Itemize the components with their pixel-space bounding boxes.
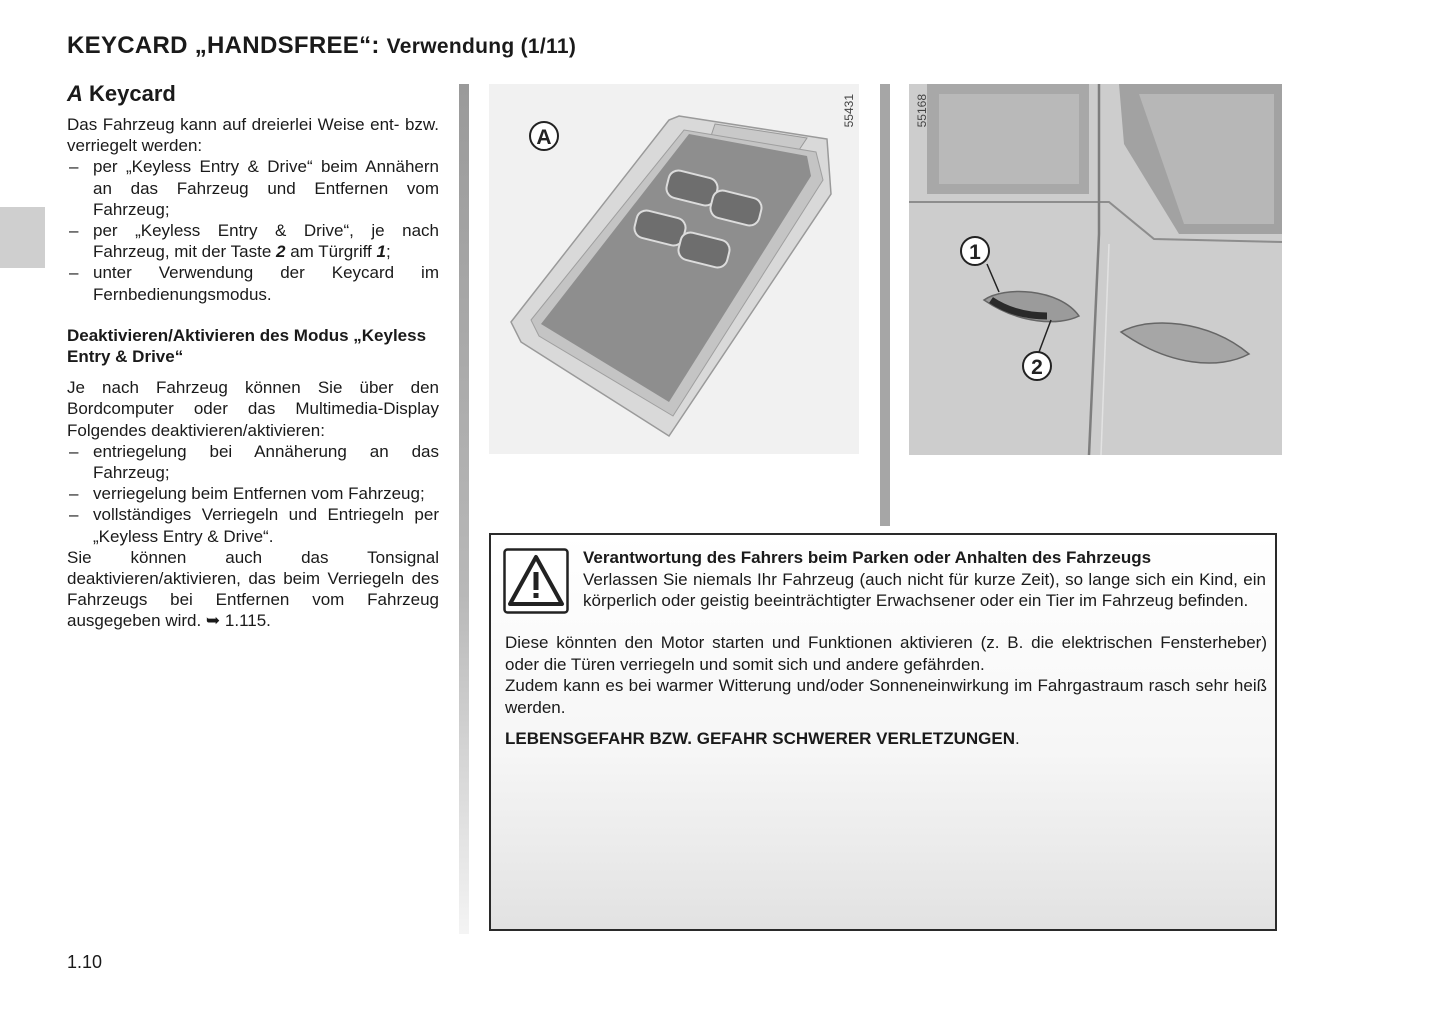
page-number: 1.10 [67,952,103,972]
figure-label: A [536,126,552,149]
chapter-tab [0,207,45,268]
method-text: per „Keyless Entry & Drive“, je nach Fahrzeug, mit der Taste [93,221,439,262]
keycard-figure [489,84,859,454]
callout-button: 2 [1031,356,1043,379]
warning-title: Verantwortung des Fahrers beim Parken oder Anhalten des Fahrzeugs [583,548,1152,567]
warning-lead: Verlassen Sie niemals Ihr Fahrzeug (auch nicht für kurze Zeit), so lange sich ein Kind, ein körperlich oder geistig beeinträchtigter Erwachsener oder ein Tier im Fahrzeug befinden. [583,569,1266,610]
method-item: – unter Verwendung der Keycard im Fernbedienungsmodus. [67,262,439,304]
options-list [67,441,439,547]
method-item-button [67,220,439,262]
keycard-illustration [489,84,859,454]
method-text: ; [385,242,391,262]
warning-header [583,547,1266,612]
callout-handle: 1 [969,241,981,264]
page-title-sub: Verwendung (1/11) [386,35,577,58]
figure-ref-number: 55431 [842,94,856,128]
door-handle-figure [909,84,1282,455]
sound-paragraph: Sie können auch das Tonsignal deaktivieren/aktivieren, das beim Verriegeln des Fahrzeugs bei Entfernen vom Fahrzeug ausgegeben wird. ➥ 1.115. [67,547,439,631]
page-title [67,32,576,60]
option-item: – entriegelung bei Annäherung an das Fahrzeug; [67,441,439,483]
figure-divider-bar [880,84,890,526]
warning-body [505,632,1267,750]
figure-ref-number: 55168 [915,94,929,128]
section-heading [67,80,439,108]
unlock-methods-list [67,156,439,304]
settings-paragraph: Je nach Fahrzeug können Sie über den Bordcomputer oder das Multimedia-Display Folgendes deaktivieren/aktivieren: [67,378,439,440]
option-item: – vollständiges Verriegeln und Entriegeln per „Keyless Entry & Drive“. [67,504,439,546]
warning-triangle-icon [503,548,569,614]
section-heading-letter: A [67,81,83,106]
handle-ref: 1 [376,242,386,262]
warning-text: Zudem kann es bei warmer Witterung und/oder Sonneneinwirkung im Fahrgastraum rasch sehr heiß werden. [505,676,1267,717]
section-heading-text: Keycard [89,81,176,106]
page-title-main: KEYCARD „HANDSFREE“: [67,32,380,59]
button-ref: 2 [276,242,286,262]
warning-box [489,533,1277,931]
subheading: Deaktivieren/Aktivieren des Modus „Keyless Entry & Drive“ [67,325,427,367]
option-item: – verriegelung beim Entfernen vom Fahrzeug; [67,483,439,504]
intro-paragraph: Das Fahrzeug kann auf dreierlei Weise ent- bzw. verriegelt werden: [67,115,439,156]
method-text: am Türgriff [285,242,377,262]
door-illustration [909,84,1282,455]
warning-danger-line [505,728,1267,750]
warning-text: Diese könnten den Motor starten und Funktionen aktivieren (z. B. die elektrischen Fensterheber) oder die Türen verriegeln und somit sich und andere gefährden. [505,633,1267,674]
method-item: – per „Keyless Entry & Drive“ beim Annähern an das Fahrzeug und Entfernen vom Fahrzeug; [67,156,439,220]
column-divider-bar [459,84,469,934]
warning-danger-end: . [1015,729,1020,748]
text-column [67,80,439,632]
warning-danger: LEBENSGEFAHR BZW. GEFAHR SCHWERER VERLETZUNGEN [505,729,1016,748]
